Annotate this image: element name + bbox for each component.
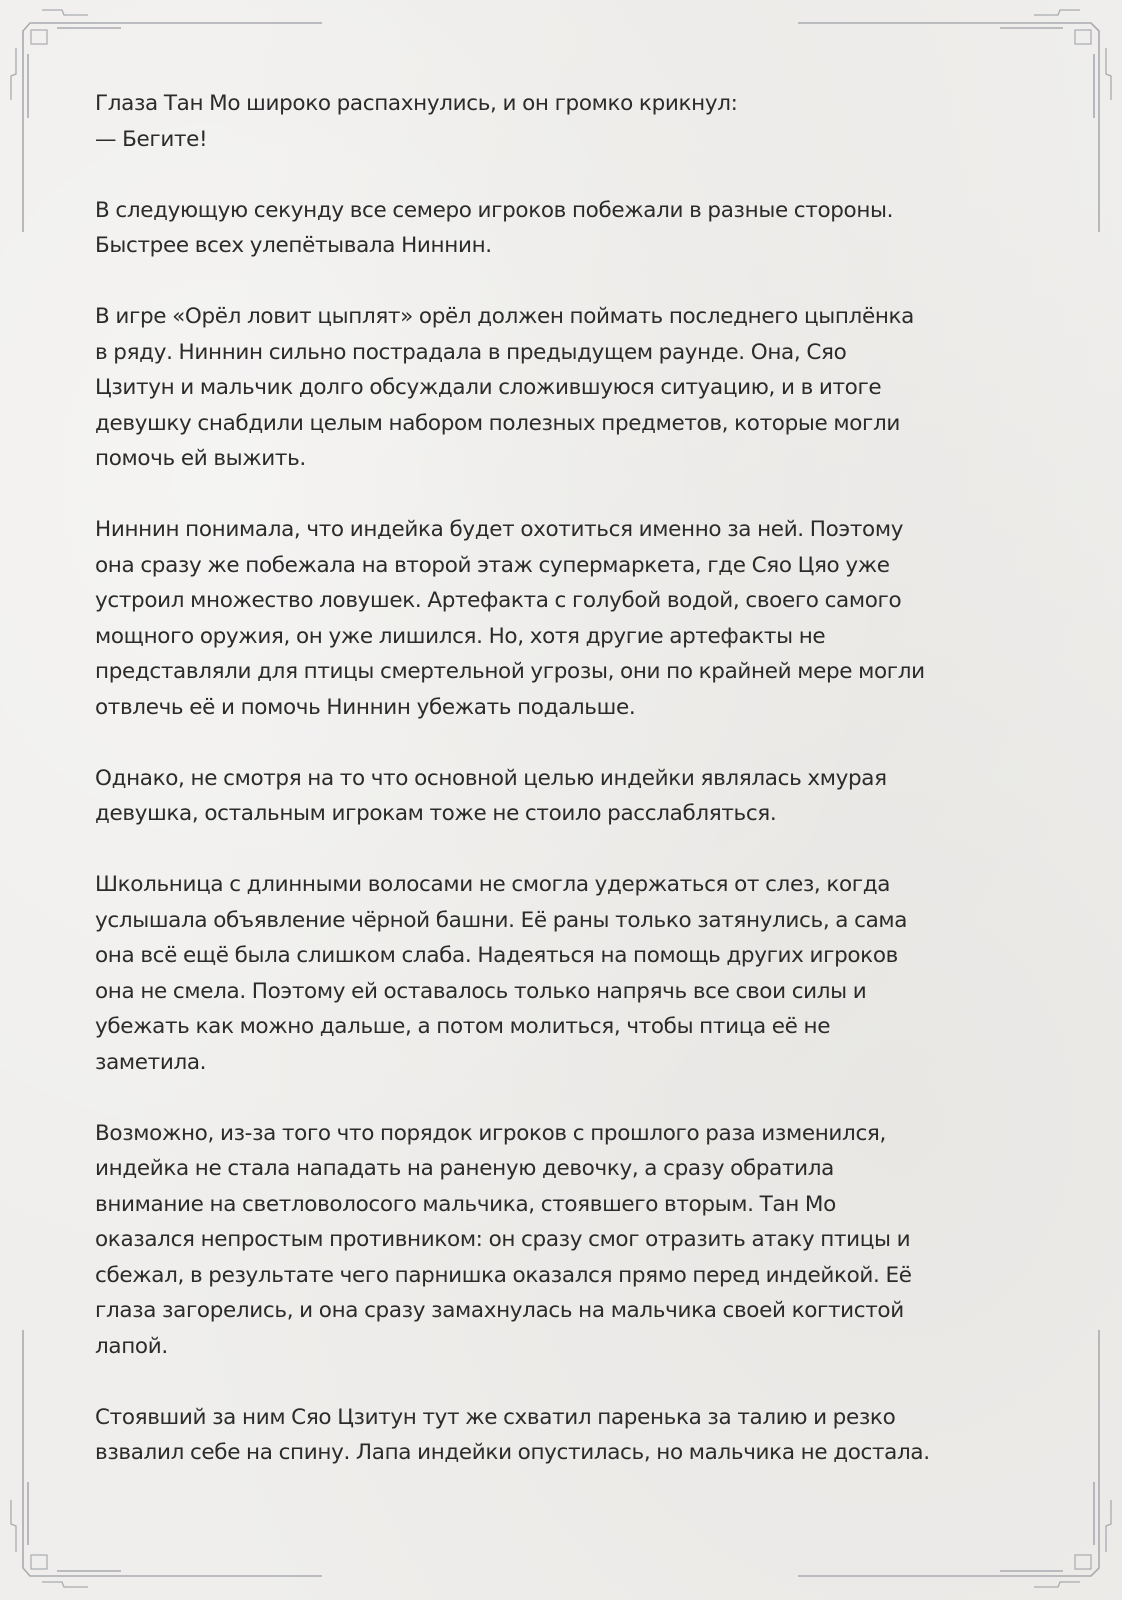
document-body: [95, 86, 1025, 1506]
paragraph: Возможно, из-за того что порядок игроков с прошлого раза изменился, индейка не стала нападать на раненую девочку, а сразу обратила внимание на светловолосого мальчика, стоявшего вторым. Тан Мо оказался непростым противником: он сразу смог отразить атаку птицы и сбежал, в результате чего парнишка оказался прямо перед индейкой. Её глаза загорелись, и она сразу замахнулась на мальчика своей когтистой лапой.: [95, 1120, 912, 1359]
frame-corner-square-bottom-left: [31, 1555, 47, 1569]
paragraph: Школьница с длинными волосами не смогла удержаться от слез, когда услышала объявление чёрной башни. Её раны только затянулись, а сама она всё ещё была слишком слаба. Надеяться на помощь других игроков она не смела. Поэтому ей оставалось только напрячь все свои силы и убежать как можно дальше, а потом молиться, чтобы птица её не заметила.: [95, 872, 908, 1075]
paragraph: В следующую секунду все семеро игроков побежали в разные стороны. Быстрее всех улепётывала Ниннин.: [95, 197, 894, 258]
paragraph: Ниннин понимала, что индейка будет охотиться именно за ней. Поэтому она сразу же побежала на второй этаж супермаркета, где Сяо Цяо уже устроил множество ловушек. Артефакта с голубой водой, своего самого мощного оружия, он уже лишился. Но, хотя другие артефакты не представляли для птицы смертельной угрозы, они по крайней мере могли отвлечь её и помочь Ниннин убежать подальше.: [95, 517, 925, 720]
paragraph: Глаза Тан Мо широко распахнулись, и он громко крикнул: — Бегите!: [95, 91, 738, 152]
paragraph: Однако, не смотря на то что основной целью индейки являлась хмурая девушка, остальным игрокам тоже не стоило расслабляться.: [95, 765, 887, 826]
frame-corner-square-top-left: [31, 30, 47, 44]
frame-corner-square-top-right: [1075, 30, 1091, 44]
paragraph: В игре «Орёл ловит цыплят» орёл должен поймать последнего цыплёнка в ряду. Ниннин сильно пострадала в предыдущем раунде. Она, Сяо Цзитун и мальчик долго обсуждали сложившуюся ситуацию, и в итоге девушку снабдили целым набором полезных предметов, которые могли помочь ей выжить.: [95, 304, 914, 471]
paragraph: Стоявший за ним Сяо Цзитун тут же схватил паренька за талию и резко взвалил себе на спину. Лапа индейки опустилась, но мальчика не достала.: [95, 1404, 930, 1465]
frame-corner-square-bottom-right: [1075, 1555, 1091, 1569]
